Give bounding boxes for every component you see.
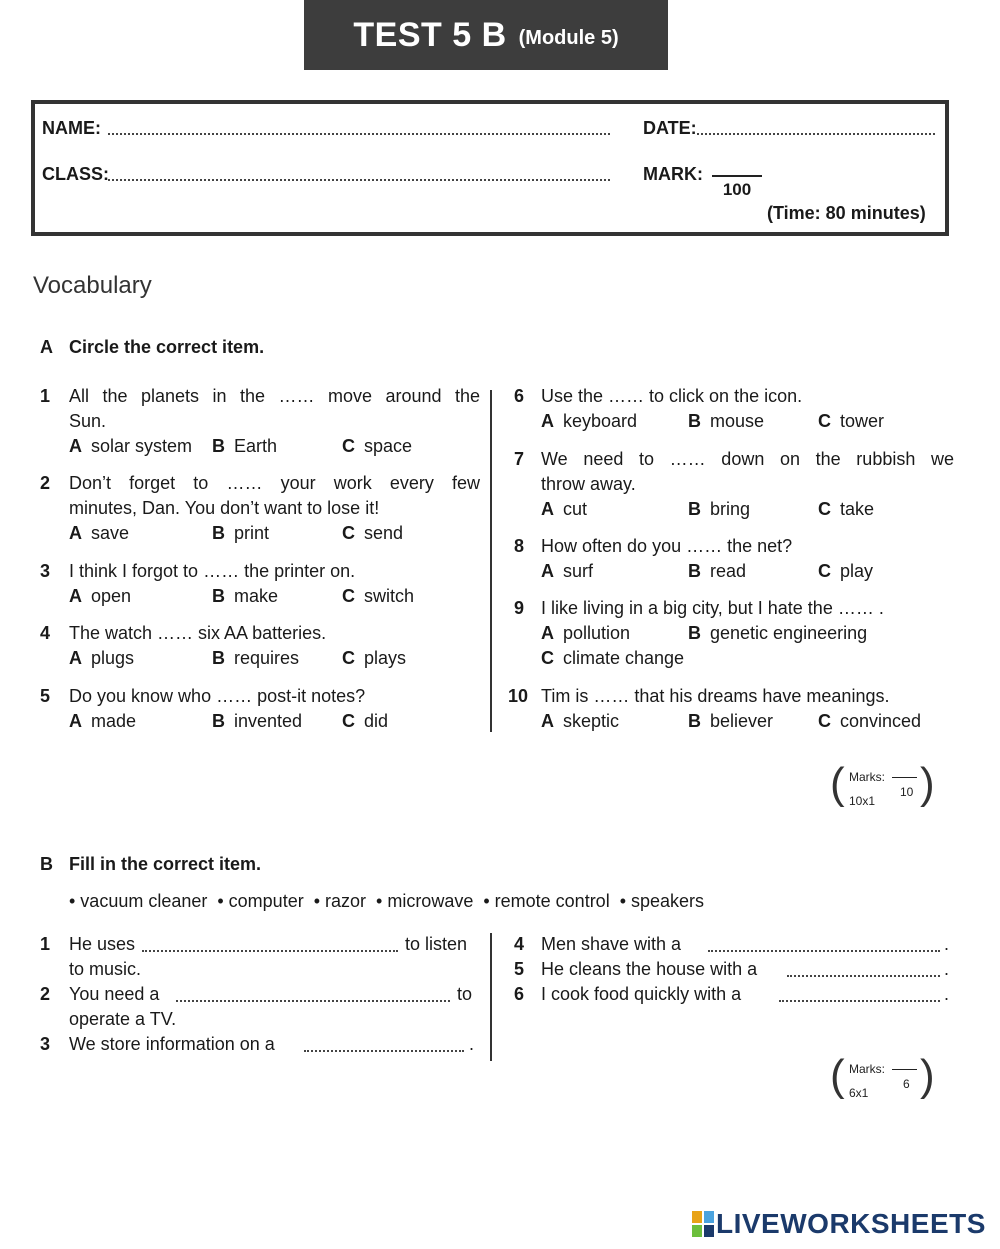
option-b-text: invented xyxy=(234,711,303,731)
blank-1[interactable] xyxy=(142,950,398,952)
marks-calc: 10x1 xyxy=(849,794,876,808)
logo-text: LIVEWORKSHEETS xyxy=(716,1208,986,1239)
option-b-text: make xyxy=(234,586,279,606)
option-a[interactable]: A save xyxy=(69,523,130,543)
option-a-text: cut xyxy=(563,499,588,519)
marks-calc: 6x1 xyxy=(849,1086,869,1100)
question-number: 7 xyxy=(514,449,525,469)
option-b-text: believer xyxy=(710,711,774,731)
marks-box-b xyxy=(830,1052,935,1110)
question-text: Use the …… to click on the icon. xyxy=(541,386,803,406)
option-a-text: solar system xyxy=(91,436,193,456)
option-c[interactable]: C plays xyxy=(342,648,407,668)
option-c-text: plays xyxy=(364,648,407,668)
name-label: NAME: xyxy=(42,118,101,138)
test-title: TEST 5 B xyxy=(353,15,507,54)
blank-4[interactable] xyxy=(708,950,940,952)
date-field[interactable] xyxy=(697,133,935,135)
task-a-letter: A xyxy=(40,337,53,357)
question-number: 2 xyxy=(40,984,51,1004)
liveworksheets-logo[interactable] xyxy=(692,1208,986,1240)
fill-text-post: . xyxy=(944,959,950,979)
option-b-text: bring xyxy=(710,499,751,519)
left-paren: ( xyxy=(830,1051,845,1100)
option-b-text: genetic engineering xyxy=(710,623,868,643)
option-c-text: climate change xyxy=(563,648,685,668)
question-number: 5 xyxy=(40,686,51,706)
option-a-text: skeptic xyxy=(563,711,620,731)
fill-text-pre: Men shave with a xyxy=(541,934,682,954)
fill-text-post: . xyxy=(944,984,950,1004)
fill-text-cont: to music. xyxy=(69,959,142,979)
fill-text-pre: He uses xyxy=(69,934,136,954)
fill-text-post: . xyxy=(944,934,950,954)
question-text-cont: Sun. xyxy=(69,411,107,431)
mark-label: MARK: xyxy=(643,164,703,184)
marks-fraction-line xyxy=(892,1069,917,1070)
option-b[interactable]: B invented xyxy=(212,711,303,731)
option-a[interactable]: A pollution xyxy=(541,623,631,643)
option-a[interactable]: A skeptic xyxy=(541,711,620,731)
class-field[interactable] xyxy=(108,179,610,181)
module-label: (Module 5) xyxy=(518,26,619,49)
section-title: Vocabulary xyxy=(33,272,152,299)
question-text: All the planets in the …… move around the xyxy=(69,386,480,406)
option-c-text: take xyxy=(840,499,875,519)
option-b-text: requires xyxy=(234,648,300,668)
task-b-instruction: Fill in the correct item. xyxy=(69,854,262,874)
option-a[interactable]: A keyboard xyxy=(541,411,638,431)
option-c[interactable]: C did xyxy=(342,711,389,731)
option-c[interactable]: C take xyxy=(818,499,875,519)
question-number: 4 xyxy=(40,623,51,643)
fill-text-pre: We store information on a xyxy=(69,1034,275,1054)
right-paren: ) xyxy=(920,1051,935,1100)
option-c-text: did xyxy=(364,711,389,731)
question-number: 3 xyxy=(40,561,51,581)
option-a-text: open xyxy=(91,586,132,606)
blank-2[interactable] xyxy=(176,1000,450,1002)
left-paren: ( xyxy=(830,759,845,808)
fill-text-pre: You need a xyxy=(69,984,160,1004)
blank-3[interactable] xyxy=(304,1050,464,1052)
marks-label: Marks: xyxy=(849,1062,885,1076)
question-text: How often do you …… the net? xyxy=(541,536,793,556)
option-c[interactable]: C space xyxy=(342,436,413,456)
fill-text-cont: operate a TV. xyxy=(69,1009,177,1029)
question-number: 10 xyxy=(508,686,529,706)
question-text: Tim is …… that his dreams have meanings. xyxy=(541,686,890,706)
marks-total: 10 xyxy=(900,785,914,799)
fill-text-post: to listen xyxy=(405,934,468,954)
question-text: Don’t forget to …… your work every few xyxy=(69,473,480,493)
option-a[interactable]: A open xyxy=(69,586,132,606)
marks-box-a xyxy=(830,760,935,818)
right-paren: ) xyxy=(920,759,935,808)
option-a[interactable]: A surf xyxy=(541,561,594,581)
option-a[interactable]: A plugs xyxy=(69,648,135,668)
question-text: Do you know who …… post-it notes? xyxy=(69,686,366,706)
column-divider-b xyxy=(490,933,492,1061)
option-c[interactable]: C play xyxy=(818,561,874,581)
mark-fraction-line xyxy=(712,175,762,177)
task-b-letter: B xyxy=(40,854,53,874)
option-c[interactable]: C climate change xyxy=(541,648,685,668)
option-c[interactable]: C send xyxy=(342,523,404,543)
question-text: We need to …… down on the rubbish we xyxy=(541,449,954,469)
option-b[interactable]: B requires xyxy=(212,648,300,668)
question-number: 5 xyxy=(514,959,525,979)
option-b-text: read xyxy=(710,561,747,581)
option-b[interactable]: B make xyxy=(212,586,279,606)
question-number: 2 xyxy=(40,473,51,493)
option-a[interactable]: A made xyxy=(69,711,137,731)
question-text: I think I forgot to …… the printer on. xyxy=(69,561,356,581)
question-number: 1 xyxy=(40,386,51,406)
class-label: CLASS: xyxy=(42,164,109,184)
option-c-text: convinced xyxy=(840,711,922,731)
marks-total: 6 xyxy=(903,1077,910,1091)
fill-text-post: to xyxy=(457,984,473,1004)
question-number: 1 xyxy=(40,934,51,954)
option-a-text: keyboard xyxy=(563,411,638,431)
option-a[interactable]: A solar system xyxy=(69,436,193,456)
option-b[interactable]: B mouse xyxy=(688,411,765,431)
option-a[interactable]: A cut xyxy=(541,499,588,519)
option-c-text: play xyxy=(840,561,874,581)
option-b[interactable]: B genetic engineering xyxy=(688,623,868,643)
question-number: 9 xyxy=(514,598,525,618)
question-number: 6 xyxy=(514,386,525,406)
question-number: 8 xyxy=(514,536,525,556)
title-banner xyxy=(304,0,668,70)
task-a-instruction: Circle the correct item. xyxy=(69,337,265,357)
option-c-text: switch xyxy=(364,586,415,606)
option-b[interactable]: B Earth xyxy=(212,436,278,456)
fill-text-pre: I cook food quickly with a xyxy=(541,984,742,1004)
option-b[interactable]: B read xyxy=(688,561,747,581)
column-divider xyxy=(490,390,492,732)
option-a-text: made xyxy=(91,711,137,731)
option-b[interactable]: B bring xyxy=(688,499,751,519)
question-text: I like living in a big city, but I hate the …… . xyxy=(541,598,884,618)
option-c-text: space xyxy=(364,436,413,456)
question-number: 6 xyxy=(514,984,525,1004)
question-text: The watch …… six AA batteries. xyxy=(69,623,327,643)
option-c-text: send xyxy=(364,523,404,543)
option-a-text: pollution xyxy=(563,623,631,643)
option-c[interactable]: C switch xyxy=(342,586,415,606)
date-label: DATE: xyxy=(643,118,697,138)
blank-6[interactable] xyxy=(779,1000,940,1002)
option-c[interactable]: C convinced xyxy=(818,711,922,731)
option-c-text: tower xyxy=(840,411,885,431)
question-number: 4 xyxy=(514,934,525,954)
fill-text-pre: He cleans the house with a xyxy=(541,959,758,979)
option-b[interactable]: B believer xyxy=(688,711,774,731)
mark-total: 100 xyxy=(722,180,752,199)
question-text-cont: minutes, Dan. You don’t want to lose it! xyxy=(69,498,380,518)
option-a-text: surf xyxy=(563,561,594,581)
word-bank: • vacuum cleaner • computer • razor • microwave • remote control • speakers xyxy=(69,891,705,911)
option-b-text: print xyxy=(234,523,270,543)
marks-label: Marks: xyxy=(849,770,885,784)
option-b-text: Earth xyxy=(234,436,278,456)
option-b-text: mouse xyxy=(710,411,765,431)
question-text-cont: throw away. xyxy=(541,474,636,494)
option-a-text: save xyxy=(91,523,130,543)
option-b[interactable]: B print xyxy=(212,523,270,543)
blank-5[interactable] xyxy=(787,975,940,977)
question-number: 3 xyxy=(40,1034,51,1054)
logo-icon xyxy=(692,1211,714,1237)
name-field[interactable] xyxy=(108,133,610,135)
marks-fraction-line xyxy=(892,777,917,778)
time-limit: (Time: 80 minutes) xyxy=(767,203,926,223)
option-a-text: plugs xyxy=(91,648,135,668)
option-c[interactable]: C tower xyxy=(818,411,885,431)
fill-text-post: . xyxy=(469,1034,475,1054)
